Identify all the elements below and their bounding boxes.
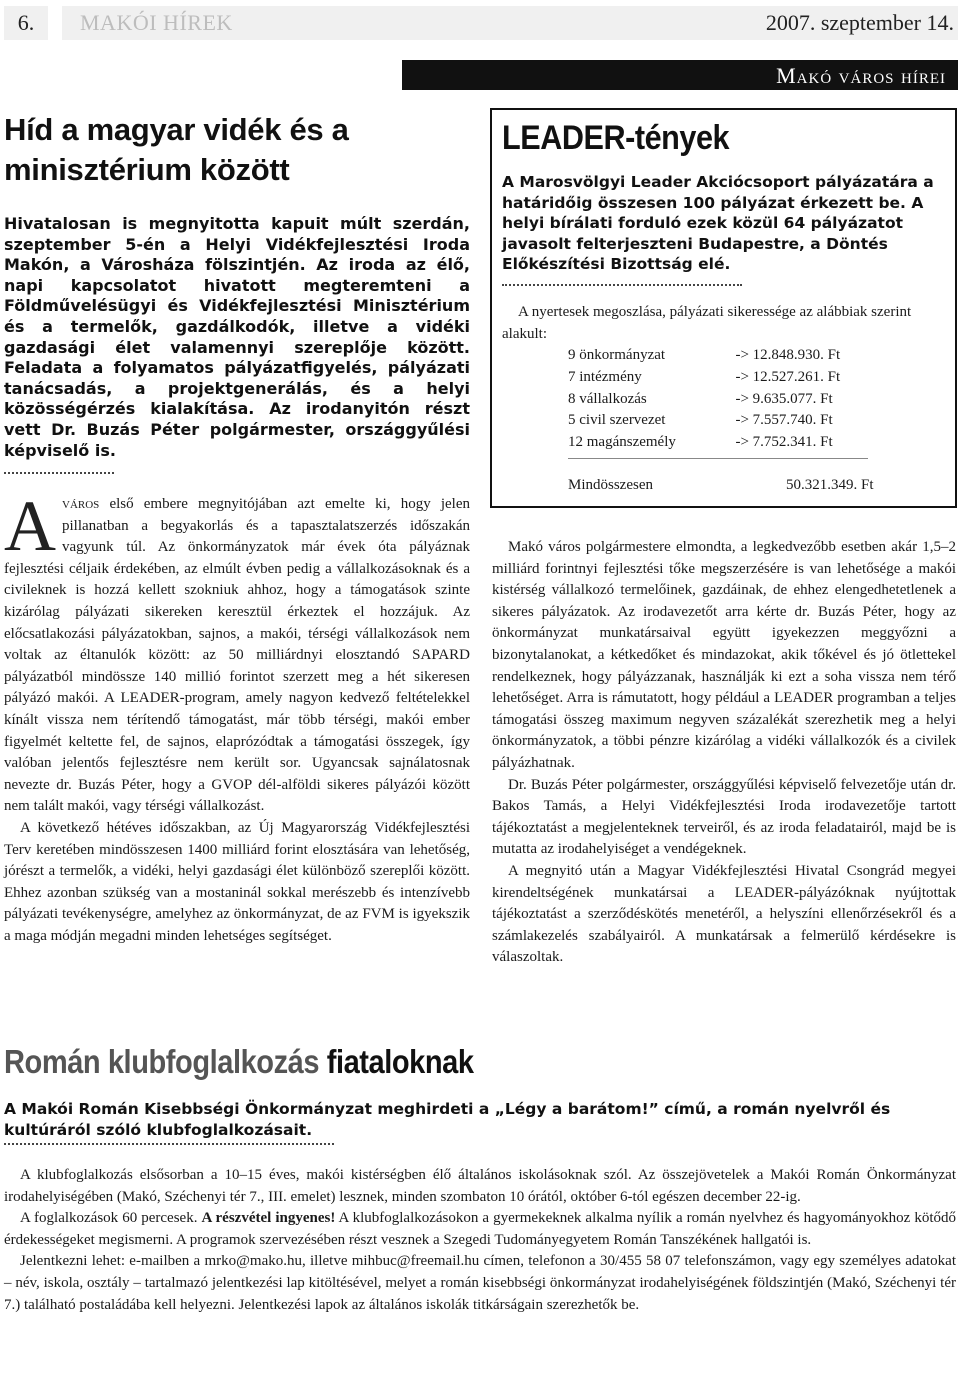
table-row xyxy=(568,410,898,432)
row-value: -> 12.527.261. Ft xyxy=(735,368,841,385)
article-paragraph: A megnyitó után a Magyar Vidékfejlesztési Hivatal Csongrád megyei kirendeltségének munkatársai a LEADER-pályázóknak nyújtottak tájékoztatást a szerződéskötés menetéről, a helyszíni ellenőrzésekről és a számlakezelés szabályairól. A munkatársak a felmerülő kérdésekre is válaszoltak. xyxy=(492,862,956,966)
table-row xyxy=(568,389,898,411)
article2-lead: A Makói Román Kisebbségi Önkormányzat meghirdeti a „Légy a barátom!” című, a román nyelvről és kultúráról szóló klubfoglalkozásait. xyxy=(4,1100,891,1139)
issue-date: 2007. szeptember 14. xyxy=(765,10,954,35)
table-total xyxy=(568,474,888,496)
article-paragraph: Dr. Buzás Péter polgármester, országgyűlési képviselő felvezetője után dr. Bakos Tamás, a Helyi Vidékfejlesztési Iroda irodavezetője tartott tájékoztatást a megjelenteknek terveiről, és az iroda feladatairól, majd be is mutatta az irodahelyiséget a vendégeknek. xyxy=(492,776,956,858)
article-paragraph xyxy=(4,486,470,818)
article-body-col1 xyxy=(4,486,470,947)
box-title: LEADER-tények xyxy=(502,119,730,157)
table-row xyxy=(568,432,898,454)
row-label: 9 önkormányzat xyxy=(568,347,666,363)
row-label: 7 intézmény xyxy=(568,368,642,385)
table-row xyxy=(568,367,898,389)
article-paragraph: Jelentkezni lehet: e-mailben a mrko@mako.hu, illetve mihbuc@freemail.hu címen, telefonon a 30/455 58 07 telefonszámon, vagy egy személyes adatokat – név, iskola, osztály – tartalmazó jelentkezési lap kitöltésével, melyet a román kisebbségi önkormányzat irodahelyiségének földszintjén (Makó, Széchenyi tér 7.) található postaládába kell helyezni. Jelentkezési lapok az általános iskolák titkárságain szerezhetők be. xyxy=(4,1253,956,1313)
box-intro-text: A nyertesek megoszlása, pályázati sikeressége az alábbiak szerint alakult: xyxy=(502,304,912,342)
box-divider xyxy=(502,284,742,286)
row-value: -> 9.635.077. Ft xyxy=(735,390,833,407)
title-part: Román klubfoglalkozás xyxy=(4,1043,320,1080)
lead-divider xyxy=(4,472,114,474)
article-title: Híd a magyar vidék és a minisztérium között xyxy=(4,112,349,187)
row-label: 8 vállalkozás xyxy=(568,390,647,407)
newspaper-title: MAKÓI HÍREK xyxy=(80,10,233,35)
drop-cap: A xyxy=(4,486,56,566)
box-lead: A Marosvölgyi Leader Akciócsoport pályázatára a határidőig összesen 100 pályázat érkezett be. A helyi bírálati forduló ezek közül 64 pályázatot javasolt felterjeszteni Budapestre, a Döntés Előkészítési Bizottság elé. xyxy=(502,173,934,274)
smallcaps-word: város xyxy=(62,496,100,512)
row-value: -> 12.848.930. Ft xyxy=(735,347,841,363)
paragraph-text: A foglalkozások 60 percesek. xyxy=(20,1210,202,1227)
table-row xyxy=(568,345,898,367)
page-number: 6. xyxy=(4,6,48,40)
article-body-col2 xyxy=(492,537,956,969)
total-label: Mindösszesen xyxy=(568,477,653,493)
row-value: -> 7.557.740. Ft xyxy=(735,412,833,429)
article2-title xyxy=(4,1042,474,1082)
article-paragraph xyxy=(4,1208,956,1251)
paragraph-text: első embere megnyitójában azt emelte ki, hogy jelen pillanatban a begyakorlás és a tapasztalatszerzés időszakán vagyunk túl. Az önkormányzatok már évek óta pályáznak fejlesztési céljaik érdekében, az elmúlt évben pedig a vállalkozásoknak és a civileknek is hozzá kellett szokniuk ahhoz, hogy a támogatások szinte kizárólag pályázati sikereken keresztül érkeztek el hozzájuk. Az előcsatlakozási pályázatokban, sajnos, a makói, térségi vállalkozások nem voltak az éltanulók között: az 50 milliárdnyi elosztandó SAPARD pályázatból mindössze 140 millió forintot szerzett meg a hét sikeresen pályázó makói. A LEADER-program, amely nagyon kedvező feltételekkel kínált vissza nem térítendő támogatást, már több térségi, makói ember figyelmét keltette fel, de sajnos, elaprózódtak a támogatási összegek, így valóban jelentős fejlesztésre nem került sor. Ugyancsak sajnálatosnak nevezte dr. Buzás Péter, hogy a GVOP dél-alföldi sikeres pályázói között nem talált makói, vagy térségi vállalkozást. xyxy=(4,496,470,815)
article-paragraph: Makó város polgármestere elmondta, a legkedvezőbb esetben akár 1,5–2 milliárd forintnyi fejlesztési tőke megszerzésére is van lehetősége a makói kistérség vállalkozó termelőinek, gazdáinak, de ehhez elengedhetetlenek a sikeres pályázatok. Az irodavezetőt arra kérte dr. Buzás Péter, hogy az önkormányzat munkatársaival együtt igyekezzen meggyőzni a bizonytalanokat, a kétkedőket és mindazokat, akik tőkével és jó ötlettekel rendelkeznek, hogy pályázzanak, használják ki ezt a soha vissza nem térő lehetőséget. Arra is rámutatott, hogy például a LEADER programban a teljes támogatási összeg maximum negyven százalékát szerezhetik meg a helyi önkormányzatok, a többi pénzre kizárólag a vidéki vállalkozók és a civilek pályázhatnak. xyxy=(492,539,956,771)
table-rule xyxy=(568,458,868,459)
article-paragraph: A következő hétéves időszakban, az Új Magyarország Vidékfejlesztési Terv keretében mindösszesen 1400 milliárd forint elosztására van lehetőség, jórészt a termelők, a vidéki, helyi gazdasági élet különböző szereplői között. Ehhez azonban szükség van a mostaninál sokkal merészebb és intenzívebb pályázati tevékenységre, amelyhez az önkormányzat, de az FVM is igyekszik a maga módján megadni minden lehetséges segítséget. xyxy=(4,819,470,944)
lead-divider xyxy=(4,1143,334,1145)
title-part: fiataloknak xyxy=(326,1043,474,1080)
article-paragraph: A klubfoglalkozás elsősorban a 10–15 éves, makói kistérségben élő általános iskolásoknak szól. Az összejövetelek a Makói Román Önkormányzat irodahelyiségében (Makó, Széchenyi tér 7., III. emelet) lesznek, minden szombaton 10 órától, október 6-tól egészen december 22-ig. xyxy=(4,1167,956,1205)
article2-body xyxy=(4,1165,956,1316)
winners-table xyxy=(568,345,898,454)
row-label: 12 magánszemély xyxy=(568,434,676,451)
row-label: 5 civil szervezet xyxy=(568,412,666,429)
total-value: 50.321.349. Ft xyxy=(786,477,874,493)
row-value: -> 7.752.341. Ft xyxy=(735,434,833,451)
section-title: Makó város hírei xyxy=(776,63,946,88)
paragraph-text: A klubfoglalkozásokon a gyermekeknek alkalma nyílik a román nyelvhez és hagyományokhoz kötődő érdekességeket megismerni. A programok szervezésében részt vesznek a Szegedi Tudományegyetem Román Tanszékének hallgatói is. xyxy=(4,1210,957,1248)
emphasis-text: A részvétel ingyenes! xyxy=(201,1210,336,1227)
article-lead: Hivatalosan is megnyitotta kapuit múlt szerdán, szeptember 5-én a Helyi Vidékfejlesztési Iroda Makón, a Városháza fölszintjén. Az iroda az élő, napi kapcsolatot hivatott megteremteni a Földművelésügyi és Vidékfejlesztési Minisztérium és a termelők, gazdálkodók, illetve a vidéki gazdasági élet valamennyi szereplője között. Feladata a folyamatos pályázatfigyelés, pályázati tanácsadás, a projektgenerálás, és a helyi közösségérzés kialakítása. Az irodanyitón részt vett Dr. Buzás Péter polgármester, országgyűlési képviselő is. xyxy=(4,214,470,460)
box-intro xyxy=(502,302,946,345)
